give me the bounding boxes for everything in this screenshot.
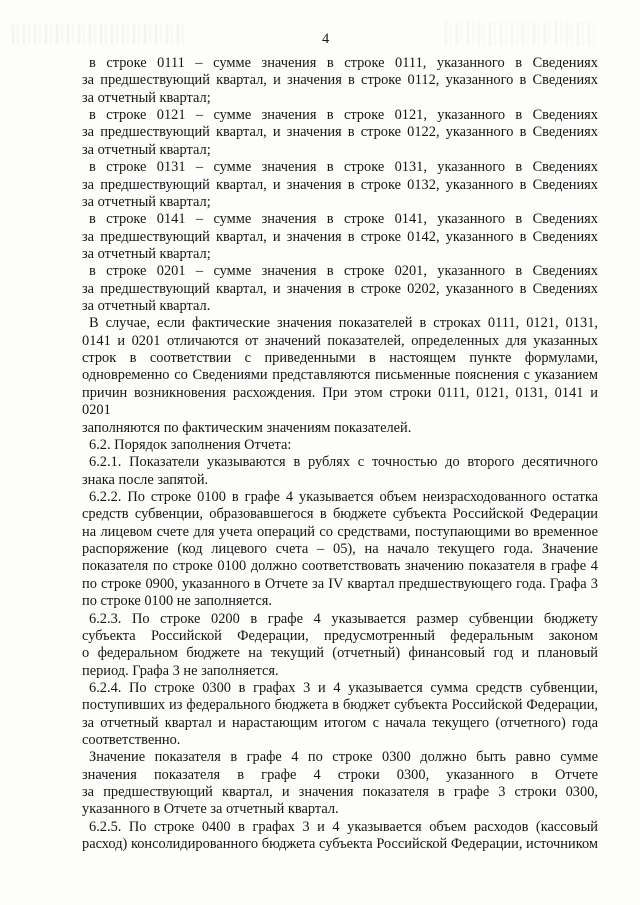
text-line: распоряжение (код лицевого счета – 05), на начало текущего года. Значение: [82, 541, 598, 558]
text-line: расход) консолидированного бюджета субъекта Российской Федерации, источником: [82, 836, 598, 853]
text-line: 6.2.4. По строке 0300 в графах 3 и 4 указывается сумма средств субвенции,: [89, 679, 598, 696]
clause-6-2-5: [82, 819, 598, 854]
text-line: указанного в Отчете за отчетный квартал.: [82, 801, 339, 818]
section-heading-6-2: [82, 437, 598, 454]
document-body: [82, 55, 598, 854]
text-line: за предшествующий квартал, и значения в строке 0132, указанного в Сведениях: [82, 176, 598, 193]
text-line: 6.2. Порядок заполнения Отчета:: [89, 436, 292, 453]
clause-6-2-4-value-rule: [82, 749, 598, 818]
text-line: за предшествующий квартал, и значения в строке 0142, указанного в Сведениях: [82, 228, 598, 245]
text-line: за предшествующий квартал, и значения в строке 0112, указанного в Сведениях: [82, 72, 598, 89]
text-line: поступивших из федерального бюджета в бюджет субъекта Российской Федерации,: [82, 697, 598, 714]
text-line: в строке 0201 – сумме значения в строке 0201, указанного в Сведениях: [89, 263, 598, 280]
text-line: за предшествующий квартал, и значения показателя в графе 3 строки 0300,: [82, 784, 598, 801]
text-line: за отчетный квартал.: [82, 298, 211, 315]
formula-row-0201: [82, 263, 598, 315]
clause-6-2-4: [82, 680, 598, 749]
discrepancy-explanation-paragraph: [82, 315, 598, 437]
clause-6-2-2: [82, 489, 598, 611]
scan-bleed-through-mark: [12, 24, 187, 44]
text-line: средств субвенции, образовавшегося в бюджете субъекта Российской Федерации: [82, 506, 598, 523]
text-line: в строке 0121 – сумме значения в строке 0121, указанного в Сведениях: [89, 107, 598, 124]
text-line: за отчетный квартал;: [82, 193, 211, 210]
text-line: за отчетный квартал;: [82, 89, 211, 106]
text-line: период. Графа 3 не заполняется.: [82, 662, 279, 679]
text-line: субъекта Российской Федерации, предусмотренный федеральным законом: [82, 627, 598, 644]
clause-6-2-1: [82, 454, 598, 489]
text-line: за отчетный квартал и нарастающим итогом с начала текущего (отчетного) года: [82, 714, 598, 731]
text-line: в строке 0141 – сумме значения в строке 0141, указанного в Сведениях: [89, 211, 598, 228]
text-line: за предшествующий квартал, и значения в строке 0122, указанного в Сведениях: [82, 124, 598, 141]
clause-6-2-3: [82, 611, 598, 680]
text-line: 0141 и 0201 отличаются от значений показателей, определенных для указанных: [82, 332, 598, 349]
text-line: одновременно со Сведениями представляются письменные пояснения с указанием: [82, 367, 598, 384]
text-line: 6.2.1. Показатели указываются в рублях с точностью до второго десятичного: [89, 454, 598, 471]
formula-row-0121: [82, 107, 598, 159]
text-line: В случае, если фактические значения показателей в строках 0111, 0121, 0131,: [89, 315, 598, 332]
text-line: за отчетный квартал;: [82, 245, 211, 262]
formula-row-0131: [82, 159, 598, 211]
scan-bleed-through-mark: [445, 22, 595, 46]
text-line: показателя по строке 0100 должно соответствовать значению показателя в графе 4: [82, 558, 598, 575]
text-line: Значение показателя в графе 4 по строке 0300 должно быть равно сумме: [89, 749, 598, 766]
text-line: в строке 0131 – сумме значения в строке 0131, указанного в Сведениях: [89, 159, 598, 176]
text-line: 6.2.3. По строке 0200 в графе 4 указывается размер субвенции бюджету: [89, 610, 598, 627]
text-line: строк в соответствии с приведенными в настоящем пункте формулами,: [82, 350, 598, 367]
text-line: за отчетный квартал;: [82, 141, 211, 158]
text-line: 6.2.5. По строке 0400 в графах 3 и 4 указывается объем расходов (кассовый: [89, 818, 598, 835]
text-line: за предшествующий квартал, и значения в строке 0202, указанного в Сведениях: [82, 280, 598, 297]
formula-row-0111: [82, 55, 598, 107]
page-number: 4: [322, 31, 330, 47]
text-line: на лицевом счете для учета операций со средствами, поступающими во временное: [82, 523, 598, 540]
text-line: соответственно.: [82, 732, 181, 749]
text-line: по строке 0100 не заполняется.: [82, 593, 272, 610]
text-line: по строке 0900, указанного в Отчете за IV квартал предшествующего года. Графа 3: [82, 575, 598, 592]
formula-row-0141: [82, 211, 598, 263]
text-line: в строке 0111 – сумме значения в строке 0111, указанного в Сведениях: [89, 55, 598, 71]
text-line: знака после запятой.: [82, 471, 209, 488]
text-line: заполняются по фактическим значениям показателей.: [82, 419, 412, 436]
text-line: причин возникновения расхождения. При этом строки 0111, 0121, 0131, 0141 и 0201: [82, 384, 598, 419]
text-line: 6.2.2. По строке 0100 в графе 4 указывается объем неизрасходованного остатка: [89, 488, 598, 505]
text-line: значения показателя в графе 4 строки 0300, указанного в Отчете: [82, 766, 598, 783]
text-line: о федеральном бюджете на текущий (отчетный) финансовый год и плановый: [82, 645, 598, 662]
